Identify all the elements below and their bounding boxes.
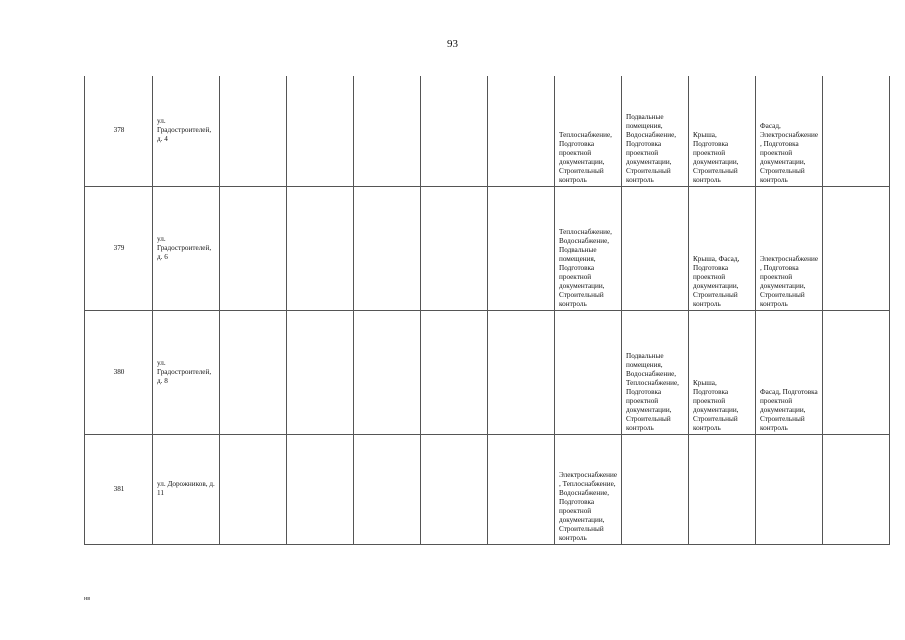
empty-cell: [488, 310, 555, 434]
works-cell: Теплоснабжение, Водоснабжение, Подвальные помещения, Подготовка проектной документации, Строительный контроль: [555, 186, 622, 310]
empty-cell: [220, 76, 287, 186]
empty-cell: [488, 186, 555, 310]
works-cell: [622, 434, 689, 544]
table-row: [85, 310, 890, 434]
page-number: 93: [447, 38, 458, 50]
works-cell: Электроснабжение, Подготовка проектной документации, Строительный контроль: [756, 186, 823, 310]
empty-cell: [354, 76, 421, 186]
footer-mark: нв: [84, 596, 91, 602]
empty-cell: [354, 434, 421, 544]
empty-cell: [354, 310, 421, 434]
empty-cell: [488, 434, 555, 544]
works-cell: [756, 434, 823, 544]
works-cell: Фасад, Подготовка проектной документации, Строительный контроль: [756, 310, 823, 434]
table-row: [85, 434, 890, 544]
empty-cell: [220, 310, 287, 434]
empty-cell: [220, 434, 287, 544]
empty-cell: [421, 434, 488, 544]
empty-cell: [287, 186, 354, 310]
empty-cell: [354, 186, 421, 310]
empty-cell: [287, 310, 354, 434]
address-cell: ул. Градостроителей, д. 6: [153, 186, 220, 310]
works-cell: [689, 434, 756, 544]
works-cell: Подвальные помещения, Водоснабжение, Теплоснабжение, Подготовка проектной документации, Строительный контроль: [622, 310, 689, 434]
table-row: [85, 186, 890, 310]
works-cell: Электроснабжение, Теплоснабжение, Водоснабжение, Подготовка проектной документации, Строительный контроль: [555, 434, 622, 544]
row-number: 380: [85, 310, 153, 434]
works-cell: [823, 76, 890, 186]
address-cell: ул. Дорожников, д. 11: [153, 434, 220, 544]
works-cell: Фасад, Электроснабжение, Подготовка проектной документации, Строительный контроль: [756, 76, 823, 186]
works-cell: [823, 434, 890, 544]
address-cell: ул. Градостроителей, д. 4: [153, 76, 220, 186]
works-cell: [622, 186, 689, 310]
address-cell: ул. Градостроителей, д. 8: [153, 310, 220, 434]
empty-cell: [287, 434, 354, 544]
row-number: 379: [85, 186, 153, 310]
works-cell: Крыша, Подготовка проектной документации, Строительный контроль: [689, 76, 756, 186]
empty-cell: [421, 310, 488, 434]
works-cell: [823, 310, 890, 434]
row-number: 381: [85, 434, 153, 544]
works-cell: [555, 310, 622, 434]
works-cell: Теплоснабжение, Подготовка проектной документации, Строительный контроль: [555, 76, 622, 186]
repair-schedule-table: [84, 76, 890, 545]
empty-cell: [488, 76, 555, 186]
row-number: 378: [85, 76, 153, 186]
empty-cell: [421, 186, 488, 310]
works-cell: Крыша, Подготовка проектной документации, Строительный контроль: [689, 310, 756, 434]
works-cell: Крыша, Фасад, Подготовка проектной документации, Строительный контроль: [689, 186, 756, 310]
works-cell: [823, 186, 890, 310]
empty-cell: [287, 76, 354, 186]
works-cell: Подвальные помещения, Водоснабжение, Подготовка проектной документации, Строительный контроль: [622, 76, 689, 186]
empty-cell: [421, 76, 488, 186]
empty-cell: [220, 186, 287, 310]
table-row: [85, 76, 890, 186]
